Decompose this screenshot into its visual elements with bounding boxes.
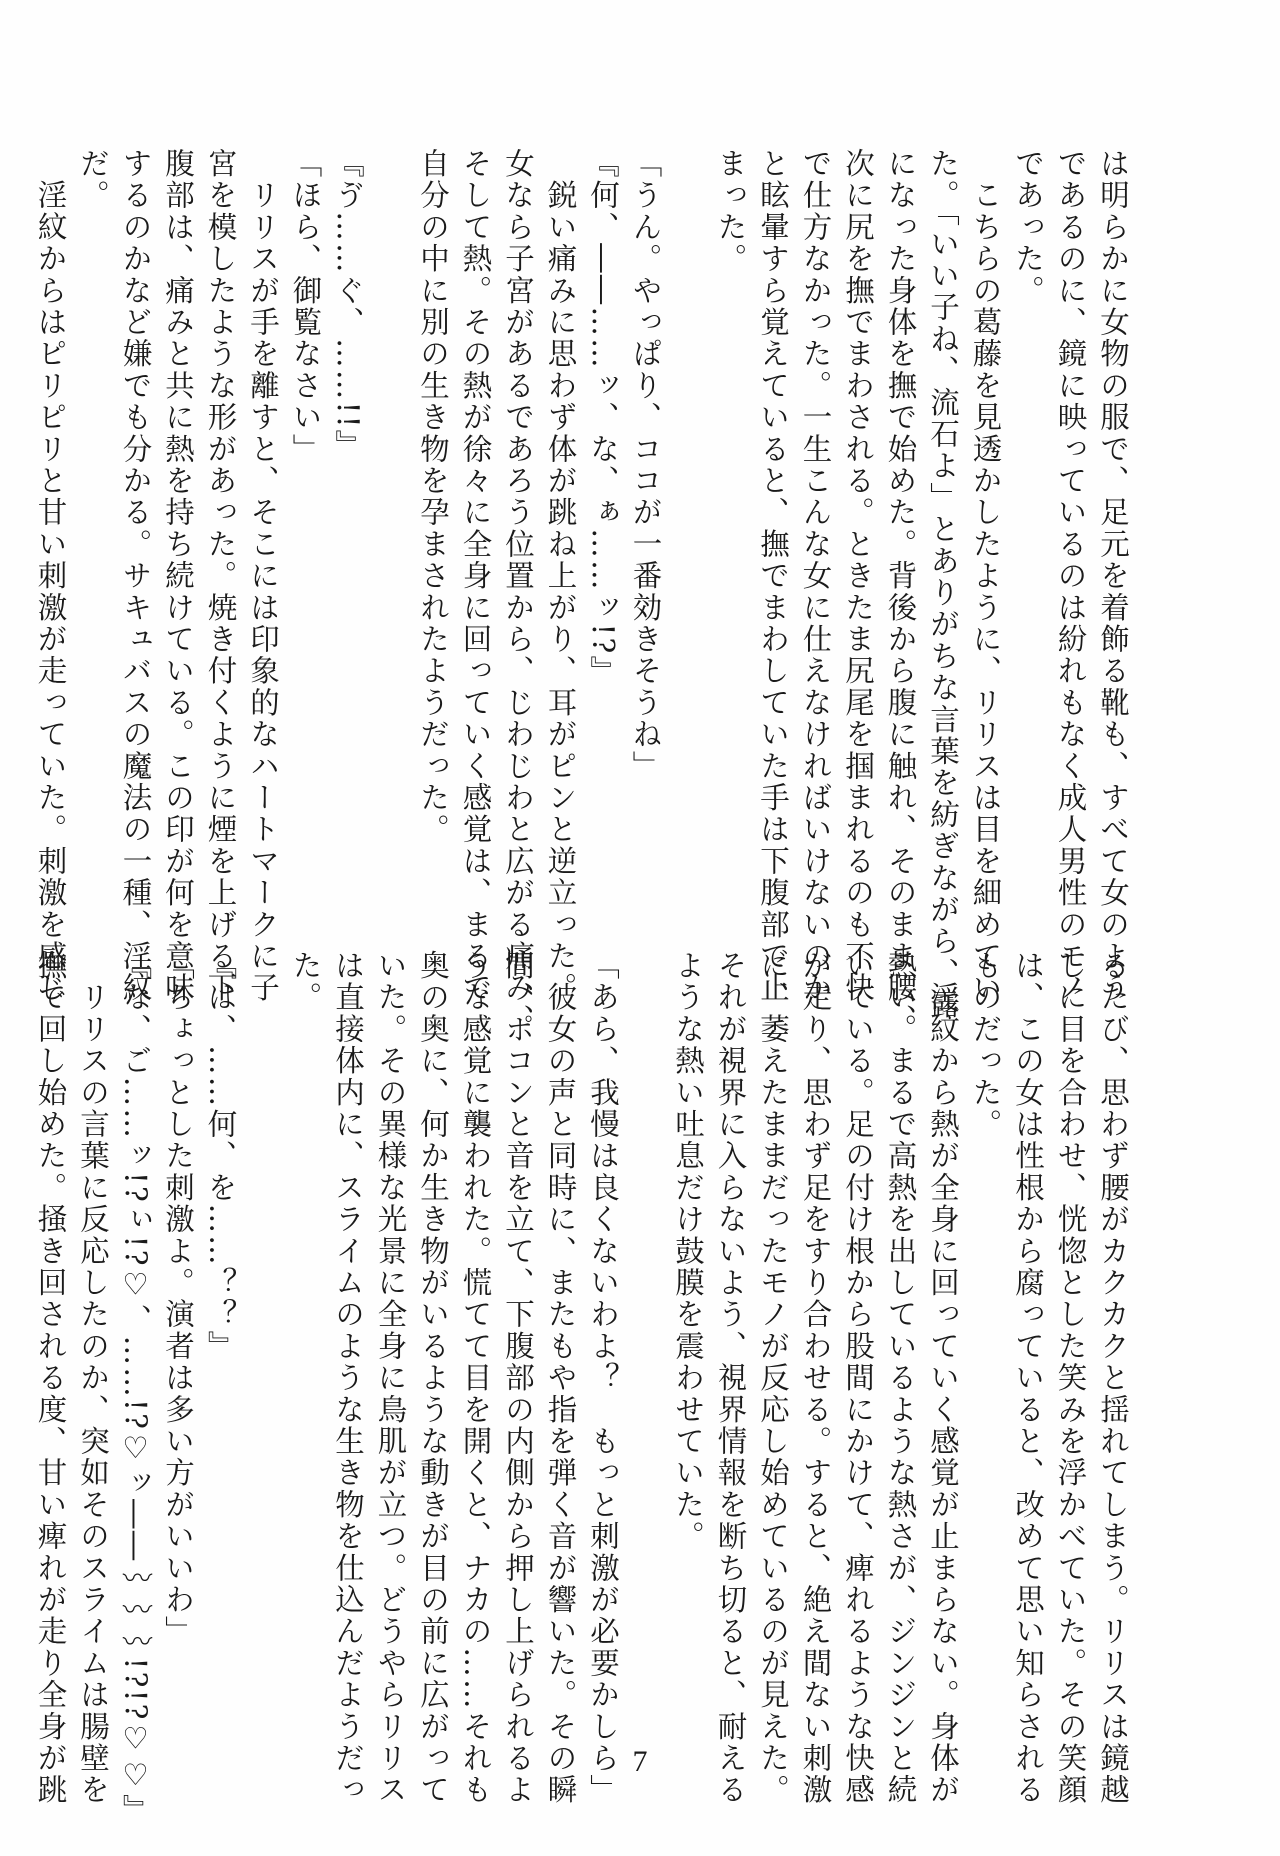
text-line: は、この女は性根から腐っていると、改めて思い知らされる: [1011, 950, 1045, 1806]
text-line: で仕方なかった。一生こんな女に仕えなければいけないのか: [798, 148, 833, 1004]
text-line: 「ちょっとした刺激よ。演者は多い方がいいわ」: [161, 950, 195, 1648]
text-line: 淫紋からはピリピリと甘い刺激が走っていた。刺激を感じ: [33, 148, 68, 1004]
text-line: 女なら子宮があるであろう位置から、じわじわと広がる痛み、: [501, 148, 535, 1036]
text-line: こちらの葛藤を見透かしたように、リリスは目を細めてい: [968, 148, 1003, 1004]
text-line: [242, 950, 285, 1700]
text-line: るたび、思わず腰がカクカクと揺れてしまう。リリスは鏡越: [1096, 950, 1130, 1806]
text-line: 腹部は、痛みと共に熱を持ち続けている。この印が何を意味: [161, 148, 195, 1004]
text-line: た。: [288, 950, 323, 1014]
text-line: と眩暈すら覚えていると、撫でまわしていた手は下腹部で止: [756, 148, 790, 1004]
text-line: [667, 148, 710, 882]
text-line: いている。足の付け根から股間にかけて、痺れるような快感: [841, 950, 875, 1806]
text-line: は明らかに女物の服で、足元を着飾る靴も、すべて女のよう: [1096, 148, 1130, 1004]
text-line: になった身体を撫で始めた。背後から腹に触れ、そのまま腰、: [883, 148, 918, 1036]
text-line: 宮を模したような形があった。焼き付くように煙を上げる下: [203, 148, 238, 1004]
text-line: に、萎えたままだったモノが反応し始めているのが見えた。: [756, 950, 790, 1806]
text-line: 『何、――……ッ、な、ぁ……ッ!?』: [586, 148, 620, 688]
text-line: 鋭い痛みに思わず体が跳ね上がり、耳がピンと逆立った。: [543, 148, 578, 1004]
text-line: た。「いい子ね、流石よ」とありがちな言葉を紡ぎながら、露: [926, 148, 960, 1021]
text-line: 「ほら、御覧なさい」: [288, 148, 323, 465]
text-line: リリスの言葉に反応したのか、突如そのスライムは腸壁を: [76, 950, 110, 1806]
text-line: そして熱。その熱が徐々に全身に回っていく感覚は、まるで: [458, 148, 493, 1004]
text-line: が走り、思わず足をすり合わせる。すると、絶え間ない刺激: [798, 950, 833, 1806]
text-line: 奥の奥に、何か生き物がいるような動きが目の前に広がって: [416, 950, 450, 1806]
text-line: リリスが手を離すと、そこには印象的なハートマークに子: [246, 148, 280, 1004]
text-line: 淫紋から熱が全身に回っていく感覚が止まらない。身体が: [926, 950, 960, 1806]
text-line: [369, 148, 412, 882]
text-line: だ。: [76, 148, 110, 212]
text-line: いた。その異様な光景に全身に鳥肌が立つ。どうやらリリス: [373, 950, 408, 1806]
text-line: それが視界に入らないよう、視界情報を断ち切ると、耐える: [713, 950, 748, 1806]
text-line: しに目を合わせ、恍惚とした笑みを浮かべていた。その笑顔: [1053, 950, 1088, 1806]
page-number: 7: [632, 1745, 648, 1778]
text-line: するのかなど嫌でも分かる。サキュバスの魔法の一種、淫紋: [118, 148, 153, 1004]
text-line: 『な、ご……ッ!?ぃ!?♡、……!?♡ッ――〰〰〰!?!?♡♡』: [118, 950, 153, 1826]
text-line: であった。: [1011, 148, 1045, 307]
text-line: 『ゔ……ぐ、……!!』: [331, 148, 365, 462]
text-line: 間、ポコンと音を立て、下腹部の内側から押し上げられるよ: [501, 950, 535, 1806]
text-line: まった。: [713, 148, 748, 275]
text-line: 彼女の声と同時に、またもや指を弾く音が響いた。その瞬: [543, 950, 578, 1806]
text-line: 熱い。まるで高熱を出しているような熱さが、ジンジンと続: [883, 950, 918, 1806]
text-line: 撫で回し始めた。掻き回される度、甘い痺れが走り全身が跳: [33, 950, 68, 1806]
text-line: 『は、……何、を……？？』: [203, 950, 238, 1363]
text-line: ものだった。: [968, 950, 1003, 1141]
text-line: 自分の中に別の生き物を孕まされたようだった。: [416, 148, 450, 846]
text-line: [624, 950, 667, 1700]
text-block-top: [33, 148, 1134, 1036]
text-line: 「あら、我慢は良くないわよ？ もっと刺激が必要かしら」: [586, 950, 620, 1806]
text-line: ような熱い吐息だけ鼓膜を震わせていた。: [671, 950, 705, 1553]
text-line: うな感覚に襲われた。慌てて目を開くと、ナカの……それも: [458, 950, 493, 1806]
text-line: であるのに、鏡に映っているのは紛れもなく成人男性のモノ: [1053, 148, 1088, 1004]
text-line: 「うん。やっぱり、ココが一番効きそうね」: [628, 148, 663, 782]
text-block-bottom: [33, 950, 1134, 1826]
text-line: 次に尻を撫でまわされる。ときたま尻尾を掴まれるのも不快: [841, 148, 875, 1004]
text-line: は直接体内に、スライムのような生き物を仕込んだようだっ: [331, 950, 365, 1806]
